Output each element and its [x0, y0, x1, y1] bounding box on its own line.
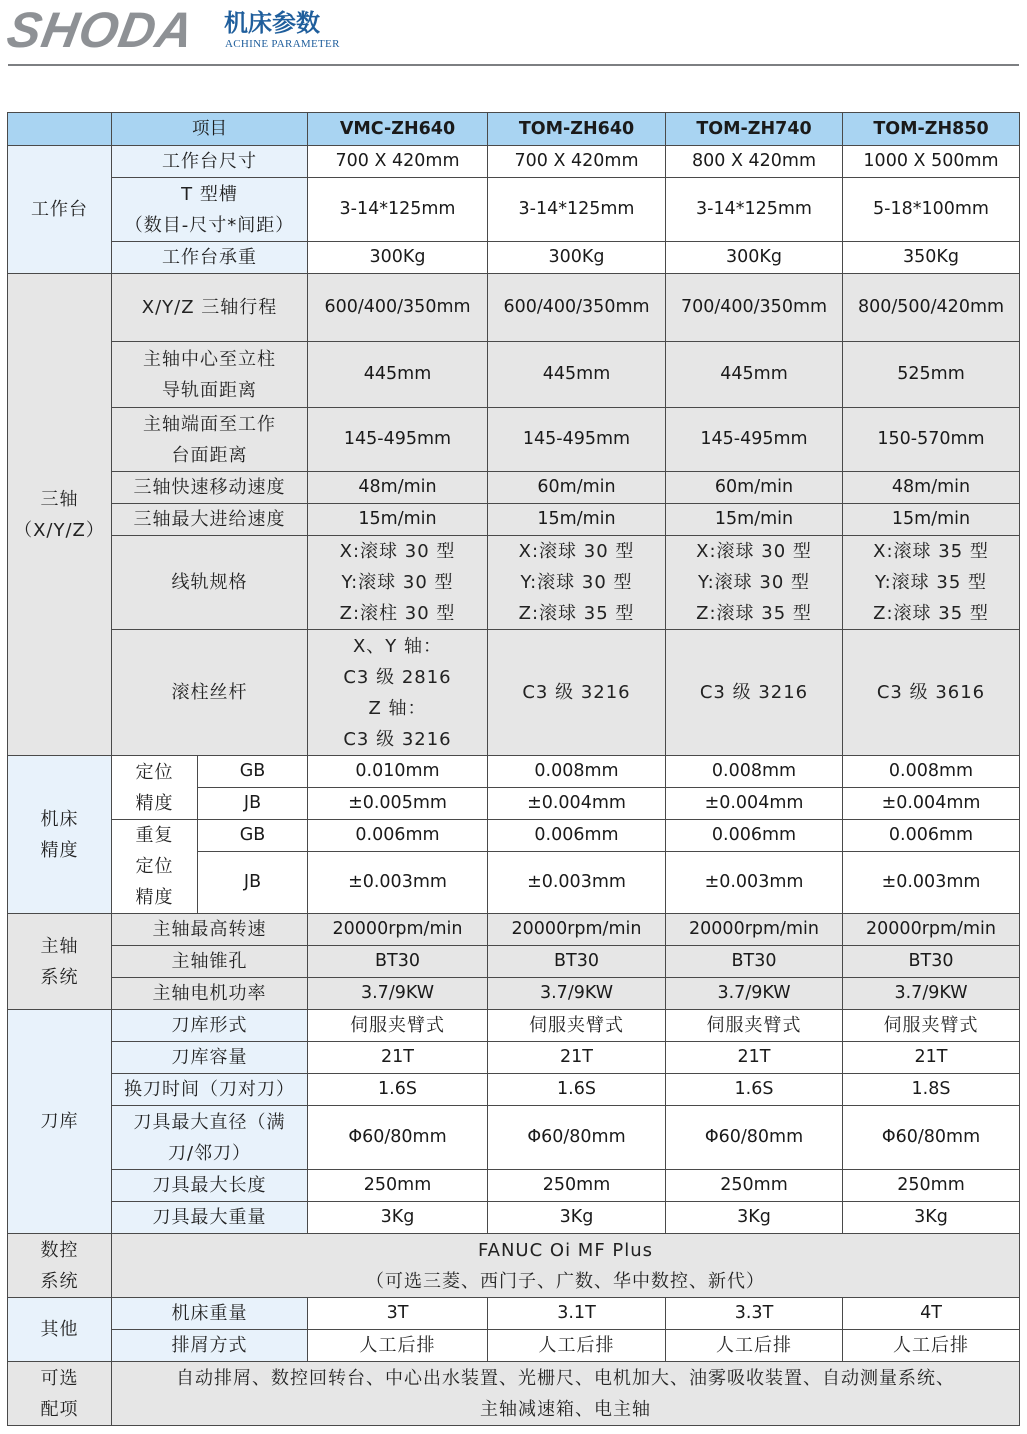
cell-line: Y:滚球 30 型: [341, 572, 454, 593]
table-cell: 300Kg: [488, 242, 666, 274]
cell-line: C3 级 2816: [343, 666, 452, 688]
table-cell: 0.006mm: [843, 820, 1020, 852]
row-label: 刀具最大重量: [112, 1202, 308, 1234]
table-cell: 600/400/350mm: [308, 274, 488, 342]
table-cell: 0.006mm: [308, 820, 488, 852]
category-line: 配项: [40, 1398, 79, 1420]
row-label-line: 精度: [135, 792, 174, 814]
shoda-logo: SHODA: [3, 2, 199, 58]
table-cell: 0.008mm: [488, 756, 666, 788]
cell-line: Y:滚球 35 型: [874, 572, 988, 593]
table-cell: 21T: [666, 1042, 843, 1074]
table-row: [8, 274, 1020, 342]
header-model: TOM-ZH740: [666, 113, 843, 146]
cnc-line: FANUC Oi MF Plus: [477, 1239, 654, 1261]
table-cell: 0.008mm: [843, 756, 1020, 788]
table-cell: [308, 630, 488, 756]
table-cell: ±0.004mm: [843, 788, 1020, 820]
table-cell: 20000rpm/min: [308, 914, 488, 946]
table-cell: ±0.003mm: [308, 852, 488, 914]
row-label-line: 定位: [135, 761, 174, 783]
table-cell: 250mm: [308, 1170, 488, 1202]
table-cell: 700/400/350mm: [666, 274, 843, 342]
header-model: VMC-ZH640: [308, 113, 488, 146]
table-row: [8, 1202, 1020, 1234]
row-label: 主轴最高转速: [112, 914, 308, 946]
table-cell: Φ60/80mm: [843, 1106, 1020, 1170]
row-label-line: 台面距离: [171, 444, 248, 466]
page-header: [0, 0, 1027, 66]
table-cell: 445mm: [488, 342, 666, 408]
machine-parameter-table: [7, 112, 1020, 1426]
table-cell: 60m/min: [666, 472, 843, 504]
cell-line: C3 级 3216: [343, 728, 452, 750]
table-row: [8, 630, 1020, 756]
table-header-row: [8, 113, 1020, 146]
cell-line: X、Y 轴：: [352, 635, 443, 657]
table-cell: 145-495mm: [488, 408, 666, 472]
row-label: 主轴锥孔: [112, 946, 308, 978]
table-row: [8, 536, 1020, 630]
table-cell: 15m/min: [488, 504, 666, 536]
table-cell: 300Kg: [308, 242, 488, 274]
table-cell: 4T: [843, 1298, 1020, 1330]
table-cell: 伺服夹臂式: [488, 1010, 666, 1042]
table-cell: ±0.003mm: [666, 852, 843, 914]
table-cell: 1.6S: [666, 1074, 843, 1106]
table-cell: 伺服夹臂式: [843, 1010, 1020, 1042]
cnc-line: （可选三菱、西门子、广数、华中数控、新代）: [366, 1270, 765, 1292]
category-axes: [8, 274, 112, 756]
table-cell: 445mm: [308, 342, 488, 408]
row-label-line: 刀具最大直径（满: [133, 1111, 286, 1133]
standard-label: JB: [198, 788, 308, 820]
table-row: [8, 1298, 1020, 1330]
table-row: [8, 978, 1020, 1010]
table-cell: Φ60/80mm: [666, 1106, 843, 1170]
table-cell: BT30: [666, 946, 843, 978]
cell-line: Z:滚球 35 型: [873, 603, 989, 624]
category-worktable: 工作台: [8, 146, 112, 274]
cell-line: Z:滚柱 30 型: [339, 603, 456, 624]
table-cell: 21T: [488, 1042, 666, 1074]
options-line: 主轴减速箱、电主轴: [480, 1398, 651, 1420]
table-cell: 250mm: [666, 1170, 843, 1202]
row-label: 排屑方式: [112, 1330, 308, 1362]
table-row: [8, 820, 1020, 852]
table-cell: 3.7/9KW: [843, 978, 1020, 1010]
table-row: [8, 342, 1020, 408]
table-cell: 20000rpm/min: [488, 914, 666, 946]
row-label: [112, 820, 198, 914]
table-cell: 3.3T: [666, 1298, 843, 1330]
standard-label: GB: [198, 756, 308, 788]
table-cell: 250mm: [843, 1170, 1020, 1202]
header-model: TOM-ZH640: [488, 113, 666, 146]
table-row: [8, 1362, 1020, 1426]
table-cell: BT30: [308, 946, 488, 978]
page-subtitle: ACHINE PARAMETER: [225, 38, 340, 50]
row-label-line: 精度: [135, 887, 174, 908]
row-label: [112, 342, 308, 408]
table-cell: 人工后排: [308, 1330, 488, 1362]
table-cell: 伺服夹臂式: [666, 1010, 843, 1042]
table-cell: 3Kg: [488, 1202, 666, 1234]
header-item: 项目: [112, 113, 308, 146]
row-label: 三轴最大进给速度: [112, 504, 308, 536]
table-cell: 350Kg: [843, 242, 1020, 274]
table-cell: 145-495mm: [666, 408, 843, 472]
table-cell: ±0.003mm: [488, 852, 666, 914]
category-other: 其他: [8, 1298, 112, 1362]
category-line: 可选: [40, 1367, 79, 1389]
options-value: [112, 1362, 1020, 1426]
table-row: [8, 756, 1020, 788]
table-row: [8, 242, 1020, 274]
row-label: 刀具最大长度: [112, 1170, 308, 1202]
row-label: 刀库形式: [112, 1010, 308, 1042]
table-cell: 3-14*125mm: [488, 178, 666, 242]
table-cell: ±0.003mm: [843, 852, 1020, 914]
row-label: [112, 178, 308, 242]
category-accuracy: [8, 756, 112, 914]
category-line: 精度: [40, 839, 79, 861]
table-row: [8, 1042, 1020, 1074]
row-label: [112, 756, 198, 820]
table-cell: 3-14*125mm: [666, 178, 843, 242]
row-label-line: 定位: [135, 856, 174, 877]
table-row: [8, 504, 1020, 536]
row-label-line: 主轴端面至工作: [143, 413, 276, 435]
table-cell: 3.7/9KW: [488, 978, 666, 1010]
category-line: 三轴: [40, 488, 79, 510]
table-cell: 人工后排: [843, 1330, 1020, 1362]
table-cell: 700 X 420mm: [488, 146, 666, 178]
table-cell: 0.006mm: [488, 820, 666, 852]
table-cell: 3.1T: [488, 1298, 666, 1330]
page-title: 机床参数: [224, 9, 320, 37]
cell-line: X:滚球 30 型: [518, 541, 635, 562]
category-magazine: 刀库: [8, 1010, 112, 1234]
table-row: [8, 408, 1020, 472]
table-cell: 48m/min: [843, 472, 1020, 504]
table-row: [8, 1170, 1020, 1202]
table-cell: 300Kg: [666, 242, 843, 274]
table-cell: 人工后排: [488, 1330, 666, 1362]
cell-line: Z:滚球 35 型: [696, 603, 812, 624]
row-label: 换刀时间（刀对刀）: [112, 1074, 308, 1106]
table-cell: ±0.005mm: [308, 788, 488, 820]
row-label-line: （数目-尺寸*间距）: [124, 214, 295, 236]
table-cell: C3 级 3216: [488, 630, 666, 756]
table-cell: C3 级 3616: [843, 630, 1020, 756]
table-cell: 700 X 420mm: [308, 146, 488, 178]
row-label-line: 刀/邻刀）: [167, 1142, 252, 1164]
table-row: [8, 1234, 1020, 1298]
table-cell: 1.8S: [843, 1074, 1020, 1106]
table-row: [8, 472, 1020, 504]
table-cell: 600/400/350mm: [488, 274, 666, 342]
table-row: [8, 146, 1020, 178]
table-cell: BT30: [843, 946, 1020, 978]
options-line: 自动排屑、数控回转台、中心出水装置、光栅尺、电机加大、油雾吸收装置、自动测量系统、: [176, 1367, 955, 1389]
category-line: 数控: [40, 1239, 79, 1261]
table-cell: C3 级 3216: [666, 630, 843, 756]
table-row: [8, 914, 1020, 946]
table-cell: 60m/min: [488, 472, 666, 504]
table-cell: 0.006mm: [666, 820, 843, 852]
table-cell: 15m/min: [666, 504, 843, 536]
row-label: 线轨规格: [112, 536, 308, 630]
table-cell: 3Kg: [843, 1202, 1020, 1234]
table-row: [8, 1010, 1020, 1042]
table-cell: 21T: [843, 1042, 1020, 1074]
cell-line: X:滚球 30 型: [339, 541, 456, 562]
category-options: [8, 1362, 112, 1426]
table-cell: Φ60/80mm: [488, 1106, 666, 1170]
table-cell: 伺服夹臂式: [308, 1010, 488, 1042]
category-line: 系统: [40, 966, 79, 988]
table-cell: 人工后排: [666, 1330, 843, 1362]
table-cell: 3T: [308, 1298, 488, 1330]
table-cell: 525mm: [843, 342, 1020, 408]
category-cnc: [8, 1234, 112, 1298]
table-cell: 5-18*100mm: [843, 178, 1020, 242]
table-cell: 21T: [308, 1042, 488, 1074]
table-cell: 3Kg: [308, 1202, 488, 1234]
table-cell: 3.7/9KW: [666, 978, 843, 1010]
table-cell: 3Kg: [666, 1202, 843, 1234]
row-label: [112, 408, 308, 472]
table-cell: 20000rpm/min: [666, 914, 843, 946]
cnc-value: [112, 1234, 1020, 1298]
table-cell: 445mm: [666, 342, 843, 408]
cell-line: Y:滚球 30 型: [520, 572, 633, 593]
table-cell: 150-570mm: [843, 408, 1020, 472]
table-row: [8, 946, 1020, 978]
row-label-line: 主轴中心至立柱: [143, 348, 276, 370]
table-cell: 20000rpm/min: [843, 914, 1020, 946]
row-label: 刀库容量: [112, 1042, 308, 1074]
row-label: X/Y/Z 三轴行程: [112, 274, 308, 342]
header-divider: [8, 64, 1019, 66]
table-cell: Φ60/80mm: [308, 1106, 488, 1170]
table-cell: [666, 536, 843, 630]
table-row: [8, 1074, 1020, 1106]
table-cell: ±0.004mm: [666, 788, 843, 820]
row-label-line: T 型槽: [181, 183, 238, 205]
standard-label: JB: [198, 852, 308, 914]
cell-line: Z 轴：: [368, 697, 427, 719]
table-row: [8, 1330, 1020, 1362]
table-cell: [488, 536, 666, 630]
category-line: 系统: [40, 1270, 79, 1292]
row-label: 滚柱丝杆: [112, 630, 308, 756]
header-blank: [8, 113, 112, 146]
category-line: （X/Y/Z）: [14, 519, 105, 541]
cell-line: X:滚球 30 型: [696, 541, 812, 562]
table-cell: [308, 536, 488, 630]
row-label: 工作台承重: [112, 242, 308, 274]
table-cell: 250mm: [488, 1170, 666, 1202]
cell-line: Z:滚球 35 型: [518, 603, 635, 624]
row-label-line: 重复: [135, 825, 174, 846]
cell-line: Y:滚球 30 型: [697, 572, 811, 593]
table-row: [8, 178, 1020, 242]
header-model: TOM-ZH850: [843, 113, 1020, 146]
cell-line: X:滚球 35 型: [873, 541, 989, 562]
table-cell: 15m/min: [308, 504, 488, 536]
table-row: [8, 1106, 1020, 1170]
category-line: 主轴: [40, 935, 79, 957]
table-cell: 1000 X 500mm: [843, 146, 1020, 178]
table-cell: 48m/min: [308, 472, 488, 504]
table-cell: 0.010mm: [308, 756, 488, 788]
row-label: 主轴电机功率: [112, 978, 308, 1010]
category-line: 机床: [40, 808, 79, 830]
table-cell: [843, 536, 1020, 630]
row-label: 机床重量: [112, 1298, 308, 1330]
table-cell: ±0.004mm: [488, 788, 666, 820]
row-label-line: 导轨面距离: [162, 379, 257, 401]
table-cell: 3-14*125mm: [308, 178, 488, 242]
table-cell: 3.7/9KW: [308, 978, 488, 1010]
category-spindle: [8, 914, 112, 1010]
row-label: [112, 1106, 308, 1170]
table-cell: 800 X 420mm: [666, 146, 843, 178]
table-cell: 1.6S: [308, 1074, 488, 1106]
table-cell: 1.6S: [488, 1074, 666, 1106]
table-cell: 15m/min: [843, 504, 1020, 536]
table-cell: 145-495mm: [308, 408, 488, 472]
row-label: 三轴快速移动速度: [112, 472, 308, 504]
standard-label: GB: [198, 820, 308, 852]
table-cell: 0.008mm: [666, 756, 843, 788]
table-cell: 800/500/420mm: [843, 274, 1020, 342]
row-label: 工作台尺寸: [112, 146, 308, 178]
table-cell: BT30: [488, 946, 666, 978]
